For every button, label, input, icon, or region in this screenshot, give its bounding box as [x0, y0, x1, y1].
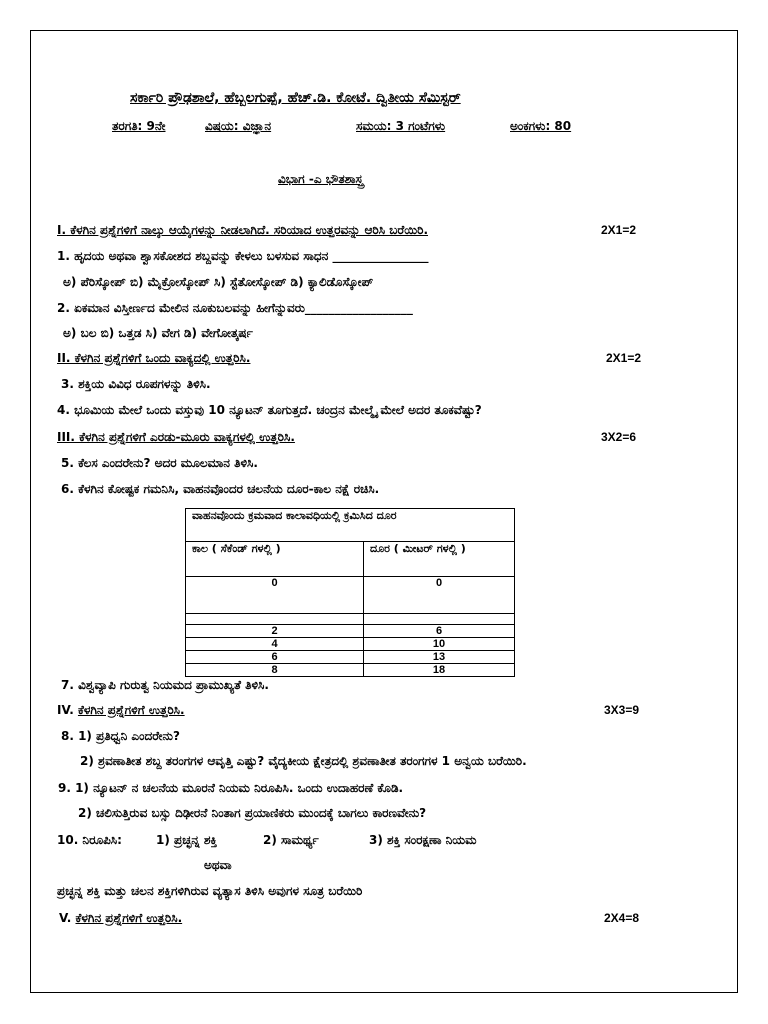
question-8b: 2) ಶ್ರವಣಾತೀತ ಶಬ್ದ ತರಂಗಗಳ ಆವೃತ್ತಿ ಎಷ್ಟು? ವೈದ್ಯಕೀಯ ಕ್ಷೇತ್ರದಲ್ಲಿ ಶ್ರವಣಾತೀತ ತರಂಗಗಳ 1 ಅನ್ವಯ ಬರೆಯಿರಿ. [80, 754, 527, 768]
question-6: 6. ಕೆಳಗಿನ ಕೋಷ್ಟಕ ಗಮನಿಸಿ, ವಾಹನವೊಂದರ ಚಲನೆಯ ದೂರ-ಕಾಲ ನಕ್ಷೆ ರಚಿಸಿ. [61, 482, 380, 496]
table-row [186, 577, 515, 614]
part5-heading [59, 910, 182, 926]
section-title: ವಿಭಾಗ -ಎ ಭೌತಶಾಸ್ತ್ರ [278, 172, 364, 186]
question-10-item-1: 1) ಪ್ರಚ್ಛನ್ನ ಶಕ್ತಿ [156, 833, 218, 847]
time-cell: 6 [186, 651, 364, 664]
question-4: 4. ಭೂಮಿಯ ಮೇಲೆ ಒಂದು ವಸ್ತುವು 10 ನ್ಯೂಟನ್ ತೂಗುತ್ತದೆ. ಚಂದ್ರನ ಮೇಲ್ಮೈ ಮೇಲೆ ಅದರ ತೂಕವೆಷ್ಟು? [57, 403, 482, 417]
time-cell: 4 [186, 638, 364, 651]
part1-marks: 2X1=2 [601, 223, 637, 237]
marks-label: ಅಂಕಗಳು: 80 [510, 119, 572, 133]
q1-options-text: ಅ) ಪೆರಿಸ್ಕೋಪ್ ಬಿ) ಮೈಕ್ರೋಸ್ಕೋಪ್ ಸಿ) ಸ್ಟೆತೋಸ್ಕೋಪ್ ಡಿ) ಕ್ಯಾಲಿಡೊಸ್ಕೋಪ್ [63, 275, 374, 289]
question-3: 3. ಶಕ್ತಿಯ ವಿವಿಧ ರೂಪಗಳನ್ನು ತಿಳಿಸಿ. [61, 377, 211, 391]
school-title: ಸರ್ಕಾರಿ ಪ್ರೌಢಶಾಲೆ, ಹೆಬ್ಬಲಗುಪ್ಪೆ, ಹೆಚ್.ಡಿ. ಕೋಟೆ. ದ್ವಿತೀಯ ಸೆಮಿಸ್ಟರ್ [130, 90, 461, 106]
time-cell: 8 [186, 664, 364, 677]
table-row [186, 651, 515, 664]
table-row [186, 664, 515, 677]
part3-heading: III. ಕೆಳಗಿನ ಪ್ರಶ್ನೆಗಳಿಗೆ ಎರಡು-ಮೂರು ವಾಕ್ಯಗಳಲ್ಲಿ ಉತ್ತರಿಸಿ. [57, 430, 295, 444]
question-8a: 8. 1) ಪ್ರತಿಧ್ವನಿ ಎಂದರೇನು? [61, 729, 180, 743]
question-7: 7. ವಿಶ್ವವ್ಯಾಪಿ ಗುರುತ್ವ ನಿಯಮದ ಪ್ರಾಮುಖ್ಯತೆ ತಿಳಿಸಿ. [61, 678, 269, 692]
column-distance-header: ದೂರ ( ಮೀಟರ್ ಗಳಲ್ಲಿ ) [364, 542, 515, 577]
question-9a: 9. 1) ನ್ಯೂಟನ್ ನ ಚಲನೆಯ ಮೂರನೆ ನಿಯಮ ನಿರೂಪಿಸಿ. ಒಂದು ಉದಾಹರಣೆ ಕೊಡಿ. [58, 781, 404, 795]
distance-cell: 6 [364, 625, 515, 638]
distance-cell: 18 [364, 664, 515, 677]
question-10-item-3: 3) ಶಕ್ತಿ ಸಂರಕ್ಷಣಾ ನಿಯಮ [369, 833, 477, 847]
question-1: 1. ಹೃದಯ ಅಥವಾ ಶ್ವಾಸಕೋಶದ ಶಬ್ದವನ್ನು ಕೇಳಲು ಬಳಸುವ ಸಾಧನ ________________ [57, 249, 429, 263]
or-label: ಅಥವಾ [204, 858, 232, 872]
column-time-header: ಕಾಲ ( ಸೆಕೆಂಡ್ ಗಳಲ್ಲಿ ) [186, 542, 364, 577]
table-caption: ವಾಹನವೊಂದು ಕ್ರಮವಾದ ಕಾಲಾವಧಿಯಲ್ಲಿ ಕ್ರಮಿಸಿದ ದೂರ [186, 509, 515, 542]
question-9b: 2) ಚಲಿಸುತ್ತಿರುವ ಬಸ್ಸು ದಿಢೀರನೆ ನಿಂತಾಗ ಪ್ರಯಾಣಿಕರು ಮುಂದಕ್ಕೆ ಬಾಗಲು ಕಾರಣವೇನು? [78, 806, 427, 820]
table-row [186, 638, 515, 651]
time-label: ಸಮಯ: 3 ಗಂಟೆಗಳು [356, 119, 446, 133]
part2-marks: 2X1=2 [606, 351, 642, 365]
part3-marks: 3X2=6 [601, 430, 637, 444]
time-cell: 0 [186, 577, 364, 614]
blank-cell [364, 614, 515, 625]
question-2-options: ಅ) ಬಲ ಬಿ) ಒತ್ತಡ ಸಿ) ವೇಗ ಡಿ) ವೇಗೋತ್ಕರ್ಷ [63, 326, 253, 340]
question-1-options [63, 274, 373, 290]
part5-prefix: V. [59, 911, 76, 925]
part4-heading-text: ಕೆಳಗಿನ ಪ್ರಶ್ನೆಗಳಿಗೆ ಉತ್ತರಿಸಿ. [77, 703, 185, 717]
question-5: 5. ಕೆಲಸ ಎಂದರೇನು? ಅದರ ಮೂಲಮಾನ ತಿಳಿಸಿ. [61, 456, 258, 470]
distance-time-table [185, 508, 515, 677]
distance-cell: 10 [364, 638, 515, 651]
question-10-alternative: ಪ್ರಚ್ಛನ್ನ ಶಕ್ತಿ ಮತ್ತು ಚಲನ ಶಕ್ತಿಗಳಿಗಿರುವ ವ್ಯತ್ಯಾಸ ತಿಳಿಸಿ ಅವುಗಳ ಸೂತ್ರ ಬರೆಯಿರಿ [57, 884, 363, 898]
part4-heading [57, 702, 185, 718]
subject-label: ವಿಷಯ: ವಿಜ್ಞಾನ [205, 119, 272, 133]
question-10-label: 10. ನಿರೂಪಿಸಿ: [57, 833, 122, 847]
time-cell: 2 [186, 625, 364, 638]
question-2: 2. ಏಕಮಾನ ವಿಸ್ತೀರ್ಣದ ಮೇಲಿನ ನೂಕುಬಲವನ್ನು ಹೀಗೆನ್ನುವರು__________________ [57, 301, 413, 315]
part5-marks: 2X4=8 [604, 911, 640, 925]
part4-prefix: IV. [57, 703, 78, 717]
blank-cell [186, 614, 364, 625]
part5-heading-text: ಕೆಳಗಿನ ಪ್ರಶ್ನೆಗಳಿಗೆ ಉತ್ತರಿಸಿ. [75, 911, 183, 925]
class-label: ತರಗತಿ: 9ನೇ [112, 119, 166, 133]
part4-marks: 3X3=9 [604, 703, 640, 717]
distance-cell: 13 [364, 651, 515, 664]
part2-heading: II. ಕೆಳಗಿನ ಪ್ರಶ್ನೆಗಳಿಗೆ ಒಂದು ವಾಕ್ಯದಲ್ಲಿ ಉತ್ತರಿಸಿ. [57, 351, 251, 365]
distance-cell: 0 [364, 577, 515, 614]
table-row-blank [186, 614, 515, 625]
question-10-item-2: 2) ಸಾಮರ್ಥ್ಯ [263, 833, 319, 847]
part1-heading: I. ಕೆಳಗಿನ ಪ್ರಶ್ನೆಗಳಿಗೆ ನಾಲ್ಕು ಆಯ್ಕೆಗಳನ್ನು ನೀಡಲಾಗಿದೆ. ಸರಿಯಾದ ಉತ್ತರವನ್ನು ಆರಿಸಿ ಬರೆಯಿರಿ. [57, 223, 429, 237]
table-row [186, 625, 515, 638]
